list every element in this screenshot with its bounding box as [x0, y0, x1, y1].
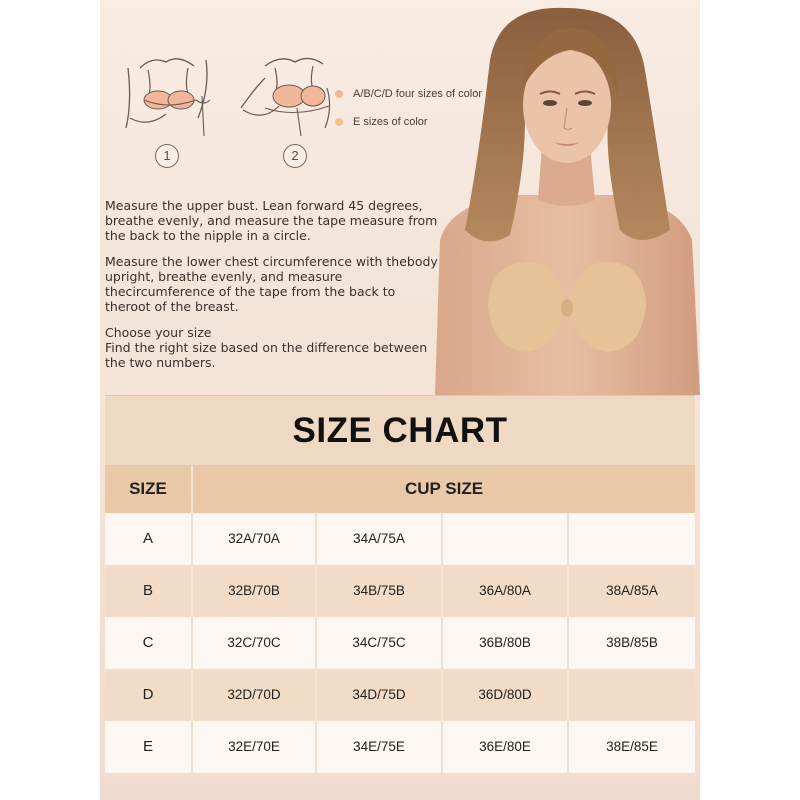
cup-cell: 36B/80B: [479, 635, 531, 650]
step-2-badge: 2: [283, 144, 307, 168]
row-size: A: [142, 530, 153, 547]
row-size: E: [142, 738, 153, 755]
model-photo: [430, 0, 700, 395]
legend-text-abcd: A/B/C/D four sizes of color: [353, 88, 482, 100]
header-cup-size: [193, 465, 695, 513]
cup-cell: [443, 513, 567, 565]
measure-lower-bust-illustration: [235, 48, 335, 138]
instruction-lower-bust: Measure the lower chest circumference with thebody upright, breathe evenly, and measure thecircumference of the tape from the back to theroot of the breast.: [105, 254, 438, 314]
table-row: [105, 721, 695, 773]
row-size: B: [142, 582, 153, 599]
table-row: [105, 617, 695, 669]
table-row: [105, 565, 695, 617]
cup-cell: 34E/75E: [353, 739, 405, 754]
cup-cell: 32E/70E: [228, 739, 280, 754]
table-row: [105, 669, 695, 721]
cup-cell: [569, 669, 695, 721]
cup-cell: 38E/85E: [606, 739, 658, 754]
size-chart-title-bar: [105, 395, 695, 466]
step-1-badge: 1: [155, 144, 179, 168]
size-chart-title: SIZE CHART: [292, 411, 508, 450]
cup-cell: 36A/80A: [479, 583, 531, 598]
measure-upper-bust-illustration: [118, 48, 218, 138]
cup-cell: 38A/85A: [606, 583, 658, 598]
cup-cell: 32C/70C: [227, 635, 281, 650]
table-row: [105, 513, 695, 565]
cup-cell: 34B/75B: [353, 583, 405, 598]
cup-cell: 36E/80E: [479, 739, 531, 754]
header-size-label: SIZE: [129, 479, 167, 498]
cup-cell: 32D/70D: [227, 687, 281, 702]
left-margin: [0, 0, 100, 800]
legend-dot-e: [335, 118, 343, 126]
legend-text-e: E sizes of color: [353, 116, 428, 128]
row-size: C: [142, 634, 154, 651]
cup-cell: [569, 513, 695, 565]
cup-cell: 34C/75C: [352, 635, 406, 650]
row-size: D: [142, 686, 154, 703]
header-cup-size-label: CUP SIZE: [404, 479, 484, 498]
cup-cell: 38B/85B: [606, 635, 658, 650]
cup-cell: 36D/80D: [478, 687, 532, 702]
cup-cell: 34A/75A: [353, 531, 405, 546]
measurement-instructions: [105, 198, 440, 381]
legend-dot-abcd: [335, 90, 343, 98]
cup-cell: 32A/70A: [228, 531, 280, 546]
instruction-upper-bust: Measure the upper bust. Lean forward 45 degrees, breathe evenly, and measure the tape measure from the back to the nipple in a circle.: [105, 198, 438, 243]
cup-cell: 32B/70B: [228, 583, 280, 598]
cup-cell: 34D/75D: [352, 687, 406, 702]
header-size: [105, 465, 191, 513]
instruction-choose-size: Choose your size Find the right size based on the difference between the two numbers.: [105, 325, 428, 370]
size-chart: [105, 395, 695, 800]
